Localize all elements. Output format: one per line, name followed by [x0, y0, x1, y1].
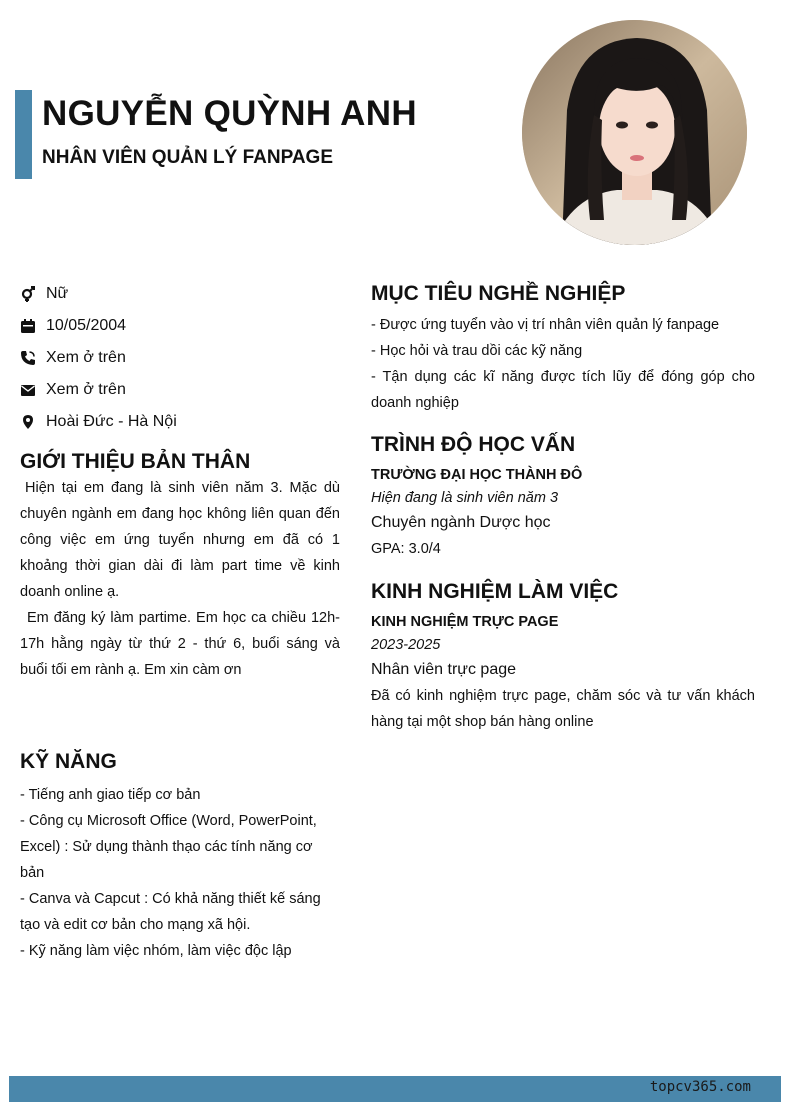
objective-list [371, 312, 755, 416]
objective-item: - Được ứng tuyển vào vị trí nhân viên quản lý fanpage [371, 317, 720, 333]
education-status: Hiện đang là sinh viên năm 3 [371, 490, 559, 506]
candidate-name: NGUYỄN QUỲNH ANH [42, 94, 417, 133]
skill-item: - Canva và Capcut : Có khả năng thiết kế sáng tạo và edit cơ bản cho mạng xã hội. [20, 891, 321, 933]
skills-list [20, 782, 340, 964]
about-paragraph: Hiện tại em đang là sinh viên năm 3. Mặc dù chuyên ngành em đang học không liên quan đến công việc em ứng tuyển nhưng em đã có 1 khoảng thời gian dài đi làm part time về kinh doanh online ạ. [20, 480, 340, 600]
job-title: NHÂN VIÊN QUẢN LÝ FANPAGE [42, 147, 334, 168]
email-icon [20, 382, 36, 398]
experience-period: 2023-2025 [371, 637, 441, 653]
skills-title: KỸ NĂNG [20, 750, 117, 773]
phone-text: Xem ở trên [46, 349, 126, 366]
footer-bar [9, 1076, 781, 1102]
contact-list [20, 278, 340, 438]
objective-title: MỤC TIÊU NGHỀ NGHIỆP [371, 282, 626, 305]
gender-icon [20, 286, 36, 302]
birthday-text: 10/05/2004 [46, 317, 127, 334]
contact-birthday [20, 310, 340, 342]
contact-gender [20, 278, 340, 310]
experience-position: Nhân viên trực page [371, 661, 517, 678]
education-major: Chuyên ngành Dược học [371, 514, 551, 531]
location-icon [20, 414, 36, 430]
location-text: Hoài Đức - Hà Nội [46, 413, 177, 430]
about-title: GIỚI THIỆU BẢN THÂN [20, 450, 251, 473]
phone-icon [20, 350, 36, 366]
about-body [20, 475, 340, 683]
skill-item: - Công cụ Microsoft Office (Word, PowerPoint, Excel) : Sử dụng thành thạo các tính năng cơ bản [20, 813, 317, 881]
footer-site: topcv365.com [649, 1079, 751, 1095]
objective-item: - Tận dụng các kĩ năng được tích lũy để đóng góp cho doanh nghiệp [371, 369, 755, 411]
about-paragraph: Em đăng ký làm partime. Em học ca chiều 12h-17h hằng ngày từ thứ 2 - thứ 6, buổi sáng và buổi tối em rành ạ. Em xin càm ơn [20, 610, 340, 678]
education-block [371, 464, 755, 562]
education-gpa: GPA: 3.0/4 [371, 541, 441, 557]
avatar [522, 20, 747, 245]
gender-text: Nữ [46, 285, 69, 302]
contact-phone [20, 342, 340, 374]
experience-heading: KINH NGHIỆM TRỰC PAGE [371, 614, 559, 630]
education-title: TRÌNH ĐỘ HỌC VẤN [371, 433, 576, 456]
calendar-icon [20, 318, 36, 334]
experience-block [371, 611, 755, 735]
objective-item: - Học hỏi và trau dồi các kỹ năng [371, 343, 583, 359]
contact-location [20, 406, 340, 438]
skill-item: - Tiếng anh giao tiếp cơ bản [20, 787, 201, 803]
school-name: TRƯỜNG ĐẠI HỌC THÀNH ĐÔ [371, 467, 583, 483]
experience-description: Đã có kinh nghiệm trực page, chăm sóc và tư vấn khách hàng tại một shop bán hàng online [371, 688, 755, 730]
email-text: Xem ở trên [46, 381, 126, 398]
name-accent-bar [15, 90, 32, 179]
experience-title: KINH NGHIỆM LÀM VIỆC [371, 580, 619, 603]
contact-email [20, 374, 340, 406]
skill-item: - Kỹ năng làm việc nhóm, làm việc độc lập [20, 943, 292, 959]
